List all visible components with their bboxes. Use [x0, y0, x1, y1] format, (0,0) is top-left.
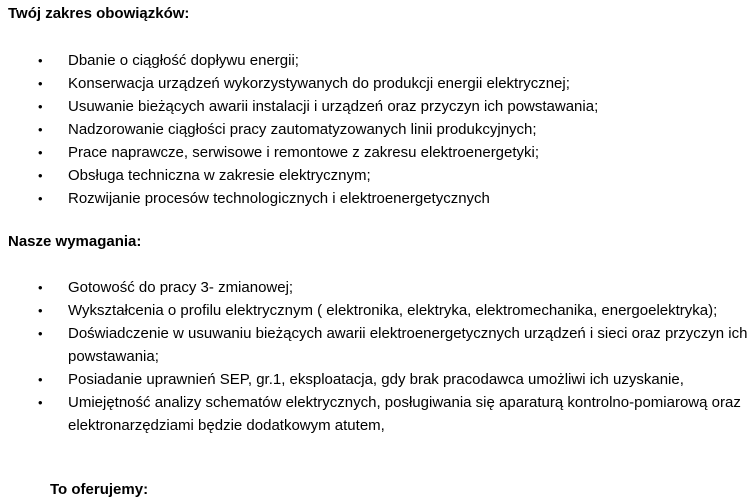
- bullet-icon: •: [38, 191, 43, 206]
- list-item: [0, 322, 754, 368]
- list-item: [0, 368, 754, 391]
- list-item-text: Dbanie o ciągłość dopływu energii;: [68, 52, 299, 69]
- list-item: [0, 187, 598, 210]
- list-item: [0, 141, 598, 164]
- bullet-icon: •: [38, 168, 43, 183]
- list-item: [0, 276, 754, 299]
- bullet-icon: •: [38, 372, 43, 387]
- bullet-icon: •: [38, 122, 43, 137]
- list-item: [0, 118, 598, 141]
- list-item-text: Usuwanie bieżących awarii instalacji i urządzeń oraz przyczyn ich powstawania;: [68, 98, 599, 115]
- list-item: [0, 95, 598, 118]
- list-item: [0, 164, 598, 187]
- list-item-text: Posiadanie uprawnień SEP, gr.1, eksploatacja, gdy brak pracodawca umożliwi ich uzyskanie,: [68, 371, 684, 388]
- bullet-icon: •: [38, 145, 43, 160]
- list-item: [0, 391, 754, 437]
- list-item-text: Nadzorowanie ciągłości pracy zautomatyzowanych linii produkcyjnych;: [68, 121, 537, 138]
- list-item-text: Umiejętność analizy schematów elektrycznych, posługiwania się aparaturą kontrolno-pomiarową oraz elektronarzędziami będzie dodatkowym atutem,: [68, 394, 741, 434]
- requirements-heading: Nasze wymagania:: [8, 233, 142, 250]
- bullet-icon: •: [38, 53, 43, 68]
- list-item: [0, 49, 598, 72]
- responsibilities-heading: Twój zakres obowiązków:: [8, 5, 190, 22]
- requirements-list: [0, 276, 754, 437]
- bullet-icon: •: [38, 76, 43, 91]
- responsibilities-list: [0, 49, 598, 210]
- list-item: [0, 72, 598, 95]
- bullet-icon: •: [38, 99, 43, 114]
- bullet-icon: •: [38, 280, 43, 295]
- list-item: [0, 299, 754, 322]
- list-item-text: Konserwacja urządzeń wykorzystywanych do produkcji energii elektrycznej;: [68, 75, 570, 92]
- list-item-text: Gotowość do pracy 3- zmianowej;: [68, 279, 294, 296]
- offer-heading: To oferujemy:: [50, 481, 149, 498]
- list-item-text: Doświadczenie w usuwaniu bieżących awarii elektroenergetycznych urządzeń i sieci oraz przyczyn ich powstawania;: [68, 325, 748, 365]
- list-item-text: Obsługa techniczna w zakresie elektrycznym;: [68, 167, 371, 184]
- bullet-icon: •: [38, 303, 43, 318]
- bullet-icon: •: [38, 395, 43, 410]
- list-item-text: Wykształcenia o profilu elektrycznym ( elektronika, elektryka, elektromechanika, energoelektryka);: [68, 302, 718, 319]
- list-item-text: Rozwijanie procesów technologicznych i elektroenergetycznych: [68, 190, 490, 207]
- bullet-icon: •: [38, 326, 43, 341]
- list-item-text: Prace naprawcze, serwisowe i remontowe z zakresu elektroenergetyki;: [68, 144, 540, 161]
